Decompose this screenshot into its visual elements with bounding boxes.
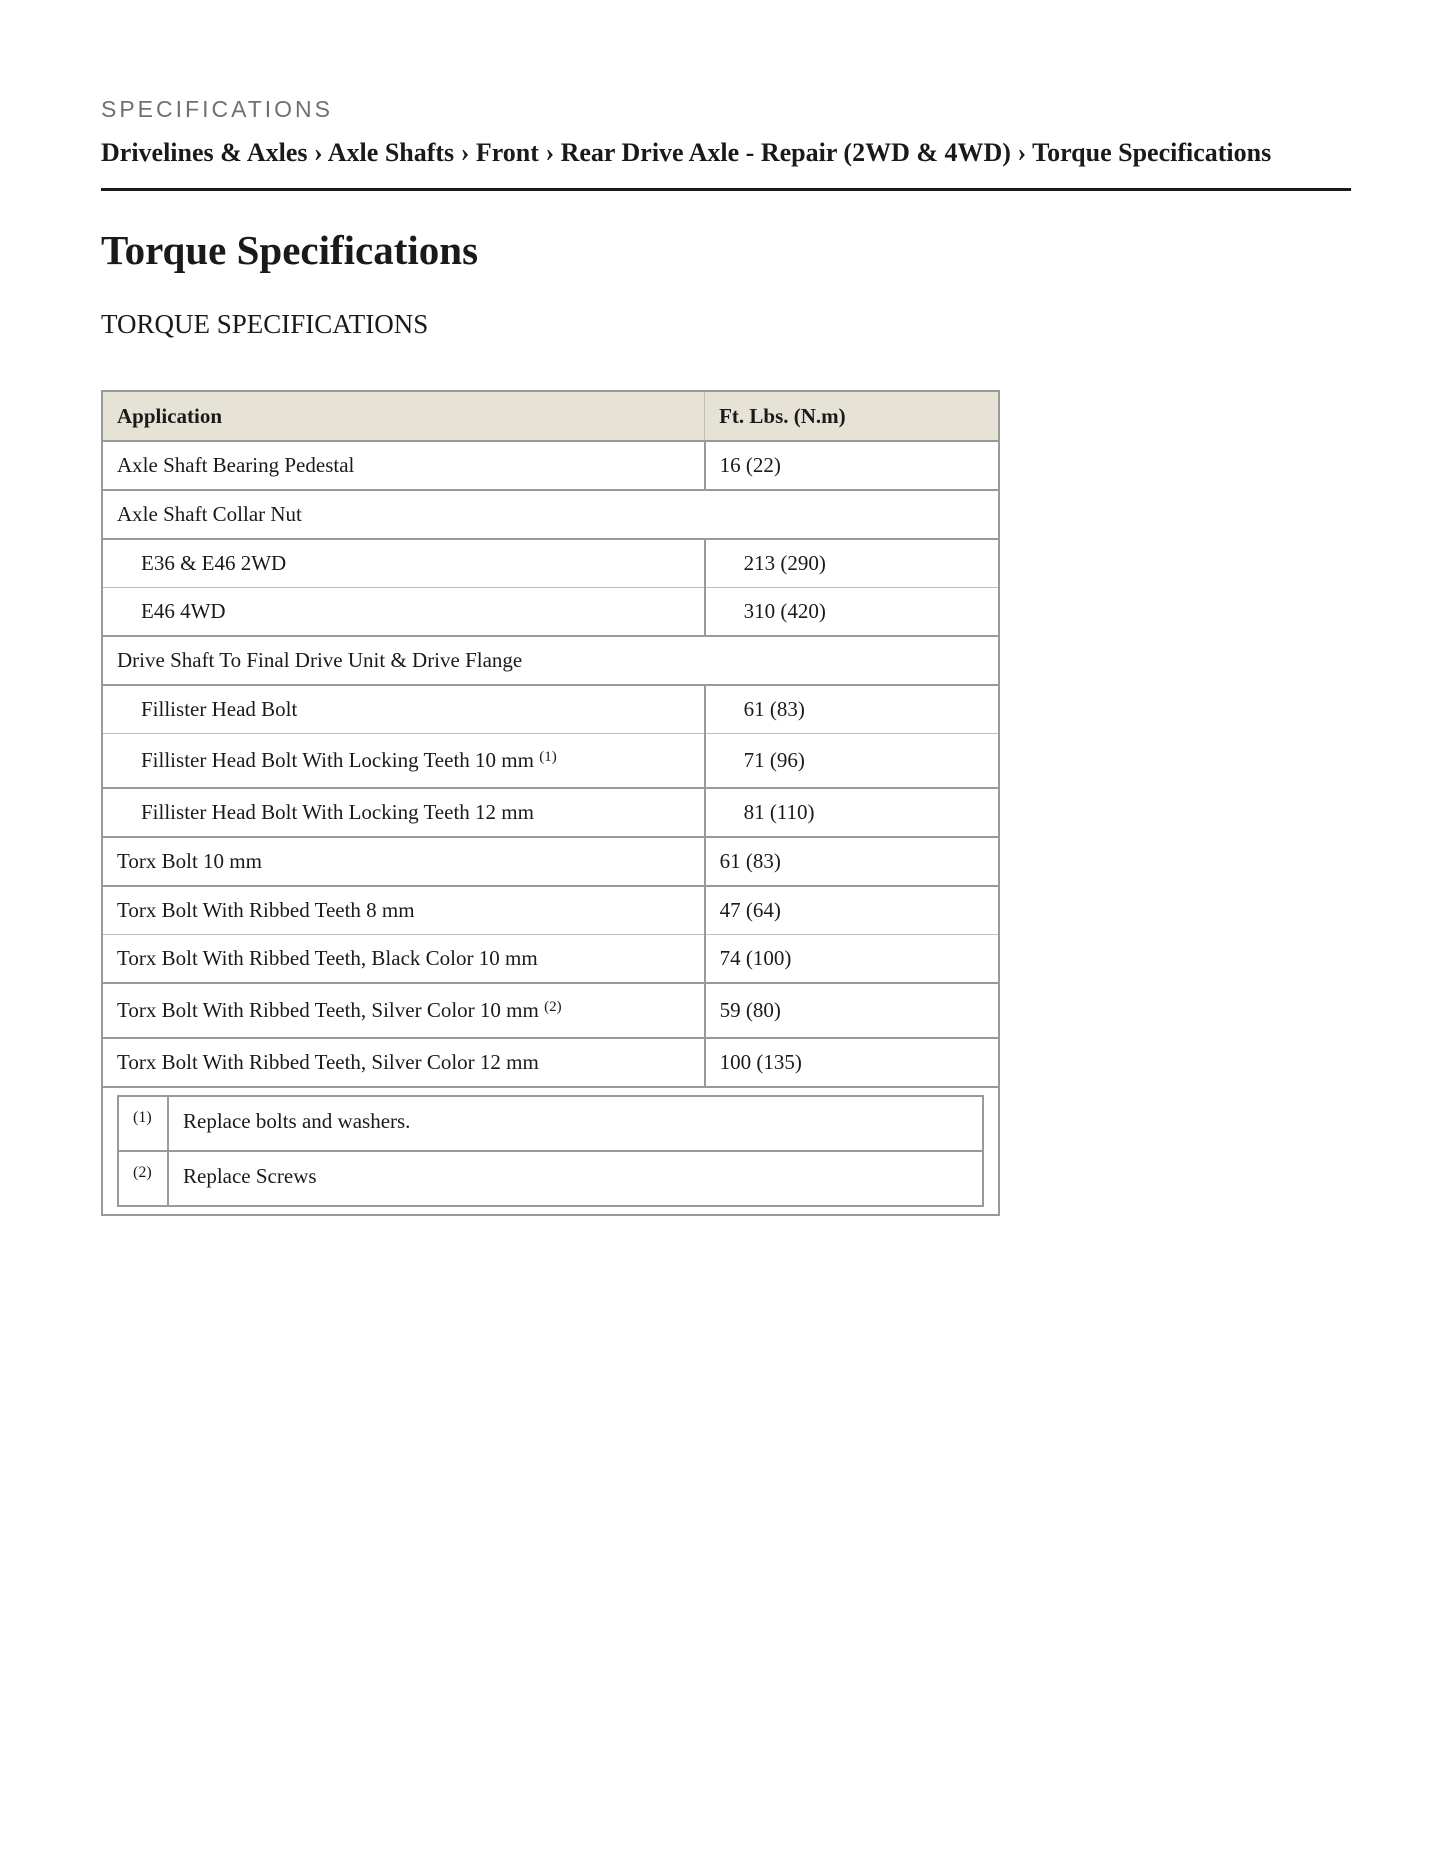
footnote-row: [118, 1096, 983, 1151]
breadcrumb-item-drivelines[interactable]: Drivelines & Axles: [101, 138, 308, 167]
column-header-torque: Ft. Lbs. (N.m): [705, 391, 999, 441]
torque-cell: 61 (83): [705, 837, 999, 886]
application-cell: Fillister Head Bolt: [102, 685, 705, 734]
application-text: Torx Bolt With Ribbed Teeth, Silver Color 10 mm: [117, 998, 539, 1022]
breadcrumb-item-axle-shafts[interactable]: Axle Shafts: [327, 138, 455, 167]
table-row: [102, 788, 999, 837]
footnote-text: Replace bolts and washers.: [168, 1096, 983, 1151]
footnote-row: [118, 1151, 983, 1206]
torque-cell: 71 (96): [705, 734, 999, 789]
breadcrumb-item-torque-specifications[interactable]: Torque Specifications: [1032, 138, 1272, 167]
breadcrumb-separator: ›: [1017, 138, 1027, 167]
footnote-ref[interactable]: (2): [544, 999, 562, 1015]
torque-cell: 59 (80): [705, 983, 999, 1038]
torque-cell: 81 (110): [705, 788, 999, 837]
header-divider: [101, 188, 1351, 191]
application-cell: Axle Shaft Bearing Pedestal: [102, 441, 705, 490]
table-row: [102, 935, 999, 984]
table-group-row: [102, 490, 999, 539]
torque-cell: 74 (100): [705, 935, 999, 984]
application-cell: [102, 734, 705, 789]
breadcrumb-separator: ›: [314, 138, 323, 167]
breadcrumb-item-front[interactable]: Front: [475, 138, 539, 167]
table-row: [102, 886, 999, 935]
torque-cell: 61 (83): [705, 685, 999, 734]
application-cell: E46 4WD: [102, 588, 705, 637]
torque-cell: 213 (290): [705, 539, 999, 588]
column-header-application: Application: [102, 391, 705, 441]
footnote-mark: (2): [118, 1151, 168, 1206]
application-cell: [102, 983, 705, 1038]
table-row: [102, 837, 999, 886]
page-title: Torque Specifications: [101, 227, 479, 273]
footnotes-row: [102, 1087, 999, 1215]
table-header-row: [102, 391, 999, 441]
torque-cell: 310 (420): [705, 588, 999, 637]
torque-cell: 47 (64): [705, 886, 999, 935]
table-row: [102, 1038, 999, 1087]
section-label: SPECIFICATIONS: [101, 96, 333, 122]
application-cell: Torx Bolt With Ribbed Teeth 8 mm: [102, 886, 705, 935]
application-cell: Torx Bolt With Ribbed Teeth, Silver Color 12 mm: [102, 1038, 705, 1087]
footnote-mark: (1): [118, 1096, 168, 1151]
torque-spec-table: [101, 390, 1000, 1216]
breadcrumb: [101, 138, 1351, 168]
footnotes-cell: [102, 1087, 999, 1215]
table-group-row: [102, 636, 999, 685]
torque-cell: 100 (135): [705, 1038, 999, 1087]
table-row: [102, 734, 999, 789]
application-cell: E36 & E46 2WD: [102, 539, 705, 588]
application-cell: Torx Bolt With Ribbed Teeth, Black Color 10 mm: [102, 935, 705, 984]
section-subtitle: TORQUE SPECIFICATIONS: [101, 309, 429, 339]
table-row: [102, 983, 999, 1038]
application-cell: Torx Bolt 10 mm: [102, 837, 705, 886]
footnote-text: Replace Screws: [168, 1151, 983, 1206]
table-row: [102, 539, 999, 588]
footnotes-table: [117, 1095, 984, 1207]
table-row: [102, 441, 999, 490]
table-row: [102, 685, 999, 734]
group-heading-cell: Axle Shaft Collar Nut: [102, 490, 999, 539]
application-text: Fillister Head Bolt With Locking Teeth 10 mm: [141, 748, 534, 772]
breadcrumb-separator: ›: [545, 138, 555, 167]
table-row: [102, 588, 999, 637]
application-cell: Fillister Head Bolt With Locking Teeth 12 mm: [102, 788, 705, 837]
torque-cell: 16 (22): [705, 441, 999, 490]
breadcrumb-separator: ›: [460, 138, 470, 167]
footnote-ref[interactable]: (1): [539, 749, 557, 765]
breadcrumb-item-rear-drive-axle[interactable]: Rear Drive Axle - Repair (2WD & 4WD): [560, 138, 1011, 167]
group-heading-cell: Drive Shaft To Final Drive Unit & Drive Flange: [102, 636, 999, 685]
